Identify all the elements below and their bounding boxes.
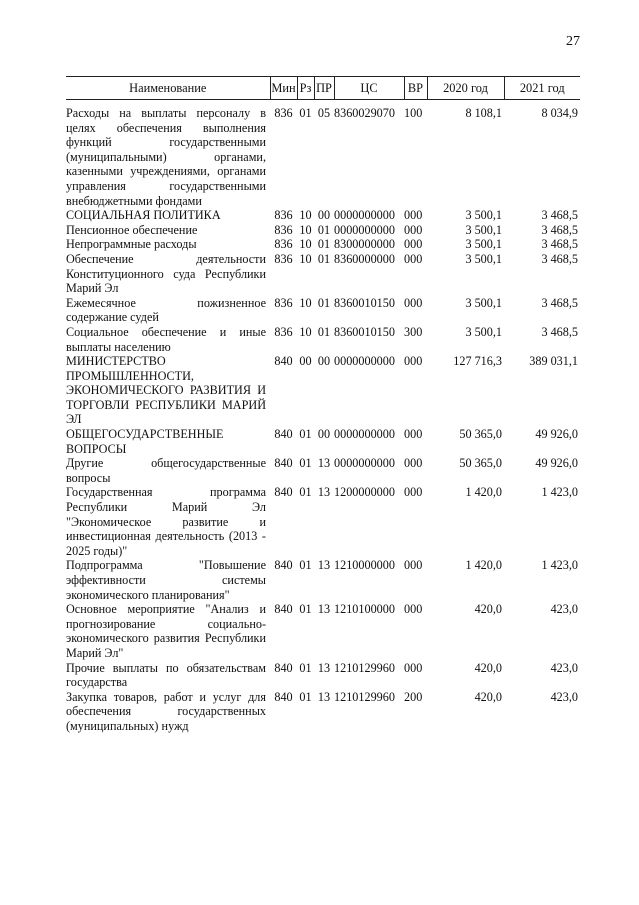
cell-min: 840 [274, 602, 293, 617]
cell-vr: 000 [404, 485, 423, 500]
cell-2021: 49 926,0 [535, 427, 578, 442]
cell-min: 836 [274, 222, 293, 237]
cell-2020: 1 420,0 [465, 485, 502, 500]
cell-2021: 3 468,5 [541, 251, 578, 266]
cell-pr: 01 [317, 295, 331, 310]
table-row [66, 237, 580, 252]
cell-pr: 13 [317, 485, 331, 500]
cell-2021: 3 468,5 [541, 237, 578, 252]
cell-2020: 420,0 [474, 689, 502, 704]
cell-pr: 05 [317, 106, 331, 120]
table-row [66, 354, 580, 427]
cell-rz: 01 [299, 456, 312, 471]
cell-2020: 420,0 [474, 660, 502, 675]
cell-2021: 389 031,1 [529, 354, 578, 369]
cell-rz: 10 [299, 324, 312, 339]
cell-rz: 01 [299, 485, 312, 500]
cell-2021: 3 468,5 [541, 295, 578, 310]
cell-pr: 13 [317, 456, 331, 471]
cell-min: 836 [274, 251, 293, 266]
cell-2021: 1 423,0 [541, 485, 578, 500]
cell-2021: 3 468,5 [541, 208, 578, 223]
cell-2020: 3 500,1 [465, 251, 502, 266]
cell-name: СОЦИАЛЬНАЯ ПОЛИТИКА [66, 208, 221, 223]
cell-2020: 420,0 [474, 602, 502, 617]
cell-min: 840 [274, 689, 293, 704]
cell-2021: 1 423,0 [541, 558, 578, 573]
cell-2020: 127 716,3 [453, 354, 502, 369]
cell-2020: 50 365,0 [459, 427, 502, 442]
page-number: 27 [566, 34, 580, 49]
header-vr: ВР [404, 77, 427, 100]
cell-min: 840 [274, 485, 293, 500]
cell-cs: 0000000000 [334, 456, 395, 471]
table-row [66, 252, 580, 296]
cell-rz: 10 [299, 251, 312, 266]
cell-2020: 3 500,1 [465, 222, 502, 237]
cell-vr: 000 [404, 602, 423, 617]
header-pr: ПР [314, 77, 334, 100]
cell-pr: 13 [317, 602, 331, 617]
cell-rz: 10 [299, 208, 312, 223]
cell-2020: 1 420,0 [465, 558, 502, 573]
cell-2021: 49 926,0 [535, 456, 578, 471]
cell-name: Пенсионное обеспечение [66, 222, 198, 237]
cell-pr: 13 [317, 660, 331, 675]
budget-table [66, 76, 580, 734]
cell-vr: 000 [404, 456, 423, 471]
cell-cs: 8360029070 [334, 106, 395, 120]
cell-name: Обеспечение деятельности Конституционного суда Республики Марий Эл [66, 251, 266, 296]
cell-pr: 01 [317, 324, 331, 339]
cell-min: 840 [274, 456, 293, 471]
cell-rz: 10 [299, 295, 312, 310]
cell-2021: 423,0 [550, 689, 578, 704]
cell-pr: 13 [317, 689, 331, 704]
cell-pr: 01 [317, 237, 331, 252]
cell-vr: 100 [404, 106, 423, 120]
cell-cs: 0000000000 [334, 222, 395, 237]
cell-cs: 8360000000 [334, 251, 395, 266]
cell-2021: 423,0 [550, 660, 578, 675]
table-row [66, 456, 580, 485]
cell-min: 836 [274, 237, 293, 252]
cell-min: 840 [274, 660, 293, 675]
cell-cs: 8300000000 [334, 237, 395, 252]
cell-rz: 01 [299, 106, 312, 120]
cell-pr: 00 [317, 208, 331, 223]
cell-cs: 8360010150 [334, 295, 395, 310]
header-cs: ЦС [334, 77, 404, 100]
table-row [66, 223, 580, 238]
header-name: Наименование [66, 77, 270, 100]
cell-name: Основное мероприятие "Анализ и прогнозирование социально-экономического развития Республики Марий Эл" [66, 602, 266, 660]
table-row [66, 690, 580, 734]
cell-pr: 00 [317, 354, 331, 369]
cell-rz: 00 [299, 354, 312, 369]
cell-cs: 1210129960 [334, 660, 395, 675]
table-row [66, 427, 580, 456]
cell-vr: 300 [404, 324, 423, 339]
cell-2020: 50 365,0 [459, 456, 502, 471]
cell-name: Закупка товаров, работ и услуг для обеспечения государственных (муниципальных) нужд [66, 689, 266, 733]
cell-2021: 423,0 [550, 602, 578, 617]
cell-rz: 10 [299, 237, 312, 252]
table-row [66, 208, 580, 223]
cell-vr: 000 [404, 251, 423, 266]
cell-2021: 3 468,5 [541, 324, 578, 339]
table-header-row [66, 77, 580, 100]
table-row [66, 325, 580, 354]
cell-vr: 000 [404, 354, 423, 369]
cell-vr: 000 [404, 558, 423, 573]
table-row [66, 558, 580, 602]
cell-rz: 01 [299, 602, 312, 617]
cell-rz: 01 [299, 427, 312, 442]
cell-min: 836 [274, 324, 293, 339]
cell-rz: 01 [299, 689, 312, 704]
cell-name: МИНИСТЕРСТВО ПРОМЫШЛЕННОСТИ, ЭКОНОМИЧЕСКОГО РАЗВИТИЯ И ТОРГОВЛИ РЕСПУБЛИКИ МАРИЙ ЭЛ [66, 354, 266, 427]
cell-2020: 3 500,1 [465, 324, 502, 339]
cell-rz: 01 [299, 660, 312, 675]
table-row [66, 661, 580, 690]
cell-pr: 01 [317, 222, 331, 237]
cell-name: Расходы на выплаты персоналу в целях обеспечения выполнения функций государственными (муниципальными) органами, казенными учреждениями, органами управления государственными внебюджетными фондами [66, 106, 266, 208]
cell-name: Прочие выплаты по обязательствам государства [66, 660, 266, 690]
cell-pr: 01 [317, 251, 331, 266]
cell-vr: 000 [404, 237, 423, 252]
table-row [66, 602, 580, 660]
cell-cs: 0000000000 [334, 427, 395, 442]
cell-2021: 8 034,9 [541, 106, 578, 120]
cell-2020: 3 500,1 [465, 208, 502, 223]
cell-rz: 10 [299, 222, 312, 237]
cell-name: Государственная программа Республики Марий Эл "Экономическое развитие и инвестиционная деятельность (2013 - 2025 годы)" [66, 485, 266, 558]
cell-cs: 1210100000 [334, 602, 395, 617]
cell-pr: 13 [317, 558, 331, 573]
cell-2020: 8 108,1 [465, 106, 502, 120]
cell-name: Другие общегосударственные вопросы [66, 456, 266, 485]
cell-vr: 000 [404, 427, 423, 442]
cell-vr: 000 [404, 660, 423, 675]
cell-name: Ежемесячное пожизненное содержание судей [66, 295, 266, 325]
cell-2021: 3 468,5 [541, 222, 578, 237]
cell-cs: 1210000000 [334, 558, 395, 573]
cell-pr: 00 [317, 427, 331, 442]
cell-cs: 8360010150 [334, 324, 395, 339]
cell-name: Подпрограмма "Повышение эффективности системы экономического планирования" [66, 558, 266, 602]
table-row [66, 100, 580, 209]
cell-cs: 1210129960 [334, 689, 395, 704]
cell-min: 836 [274, 106, 293, 120]
cell-cs: 1200000000 [334, 485, 395, 500]
table-row [66, 296, 580, 325]
cell-2020: 3 500,1 [465, 237, 502, 252]
cell-name: Непрограммные расходы [66, 237, 197, 252]
cell-rz: 01 [299, 558, 312, 573]
cell-name: ОБЩЕГОСУДАРСТВЕННЫЕ ВОПРОСЫ [66, 427, 224, 456]
cell-name: Социальное обеспечение и иные выплаты населению [66, 324, 266, 354]
cell-min: 836 [274, 295, 293, 310]
cell-min: 840 [274, 354, 293, 369]
cell-min: 840 [274, 427, 293, 442]
cell-vr: 000 [404, 295, 423, 310]
header-rz: Рз [297, 77, 314, 100]
cell-min: 836 [274, 208, 293, 223]
header-2020: 2020 год [427, 77, 504, 100]
cell-vr: 000 [404, 222, 423, 237]
table-row [66, 485, 580, 558]
cell-vr: 000 [404, 208, 423, 223]
cell-cs: 0000000000 [334, 208, 395, 223]
cell-2020: 3 500,1 [465, 295, 502, 310]
cell-min: 840 [274, 558, 293, 573]
cell-cs: 0000000000 [334, 354, 395, 369]
header-2021: 2021 год [504, 77, 580, 100]
header-min: Мин [270, 77, 297, 100]
cell-vr: 200 [404, 689, 423, 704]
